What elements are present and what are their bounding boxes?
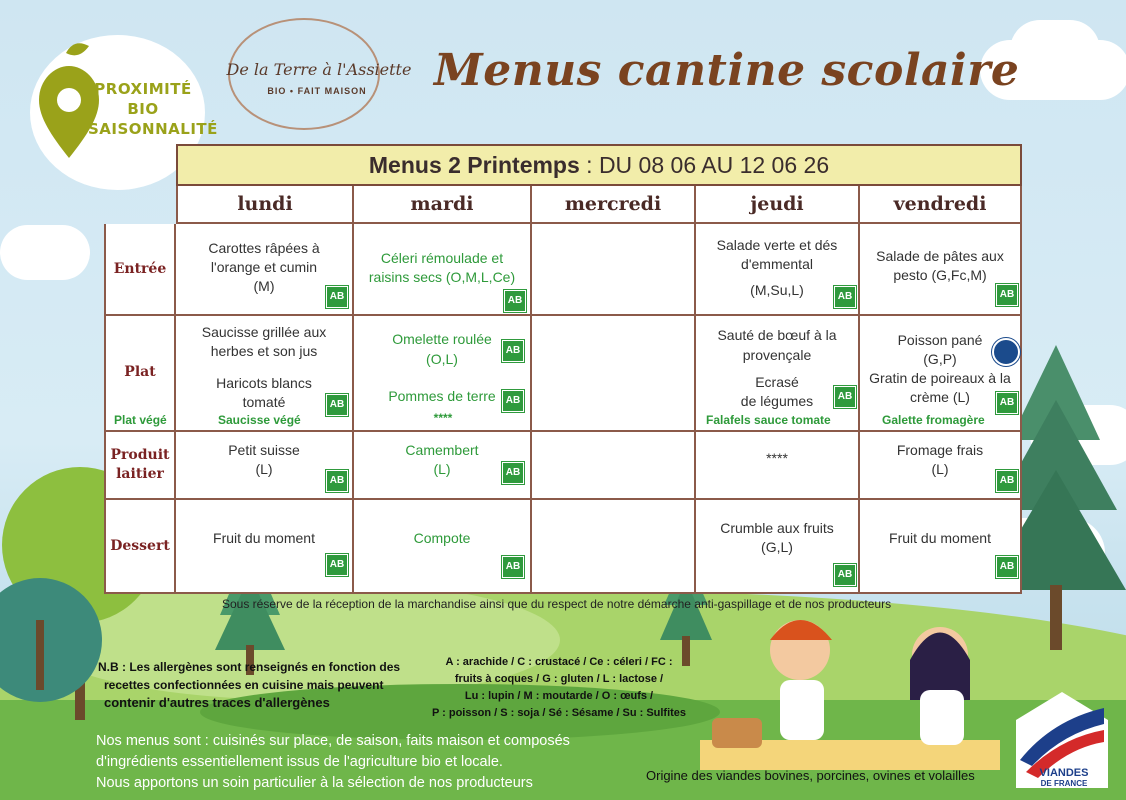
organic-ab-icon: AB <box>502 390 524 412</box>
map-pin-icon <box>34 38 104 158</box>
organic-ab-icon: AB <box>326 470 348 492</box>
dish-line: Salade de pâtes aux <box>876 248 1004 264</box>
header-empty <box>176 186 354 224</box>
dish-line: tomaté <box>242 394 286 410</box>
statement-line: Nous apportons un soin particulier à la sélection de nos producteurs <box>96 775 533 791</box>
laitier-vendredi <box>860 432 1022 500</box>
day-header <box>532 186 696 224</box>
veg-dish: Galette fromagère <box>882 413 985 427</box>
dish-line: Fruit du moment <box>213 530 315 546</box>
organic-ab-icon: AB <box>996 556 1018 578</box>
plat-lundi <box>176 316 354 432</box>
laitier-mercredi <box>532 432 696 500</box>
statement-line: Nos menus sont : cuisinés sur place, de saison, faits maison et composés <box>96 733 570 749</box>
menu-title-bar <box>176 144 1022 186</box>
dish-line: (G,P) <box>923 351 957 367</box>
commitment-statement <box>96 731 656 794</box>
organic-ab-icon: AB <box>834 286 856 308</box>
dish-line: Céleri rémoulade et <box>380 250 504 266</box>
badge-line: PROXIMITÉ <box>94 80 192 98</box>
legend-line: P : poisson / S : soja / Sé : Sésame / Su : Sulfites <box>431 707 687 719</box>
note-line: N.B : Les allergènes sont renseignés en fonction des <box>98 660 401 674</box>
row-label-entree <box>104 224 176 316</box>
plat-jeudi <box>696 316 860 432</box>
dish-line: Ecrasé <box>755 374 799 390</box>
organic-ab-icon: AB <box>996 392 1018 414</box>
dish-line: Fromage frais <box>896 442 984 458</box>
dish-line: (O,L) <box>426 351 458 367</box>
dish-line: de légumes <box>740 393 814 409</box>
dish-line: (L) <box>255 461 273 477</box>
organic-ab-icon: AB <box>326 286 348 308</box>
row-label-dessert <box>104 500 176 594</box>
organic-ab-icon: AB <box>502 556 524 578</box>
dish-line: (L) <box>433 461 451 477</box>
legend-line: Lu : lupin / M : moutarde / O : œufs / <box>464 690 654 702</box>
allergen-note <box>98 658 428 712</box>
organic-ab-icon: AB <box>834 564 856 586</box>
meat-origin-note: Origine des viandes bovines, porcines, ovines et volailles <box>646 768 975 783</box>
veg-label: Plat végé <box>114 413 167 427</box>
day-header <box>696 186 860 224</box>
veg-dish: Saucisse végé <box>218 413 301 427</box>
organic-ab-icon: AB <box>502 462 524 484</box>
veg-dish: **** <box>433 411 453 425</box>
entree-jeudi <box>696 224 860 316</box>
dish-line: Omelette roulée <box>392 331 492 347</box>
menu-table <box>104 186 1022 594</box>
badge-line: SAISONNALITÉ <box>88 120 218 138</box>
plat-mardi <box>354 316 532 432</box>
day-header-jeudi: jeudi <box>750 193 804 215</box>
dish-line: Sauté de bœuf à la <box>717 327 837 343</box>
legend-line: fruits à coques / G : gluten / L : lactose / <box>454 673 664 685</box>
dish-line: (M,Su,L) <box>750 282 804 298</box>
laitier-jeudi <box>696 432 860 500</box>
dish-line: (M) <box>253 278 275 294</box>
dish-line: pesto (G,Fc,M) <box>893 267 987 283</box>
vdf-line2: DE FRANCE <box>1040 779 1088 788</box>
organic-ab-icon: AB <box>326 394 348 416</box>
dish-line: Camembert <box>405 442 479 458</box>
day-header <box>354 186 532 224</box>
dish-line: Saucisse grillée aux <box>201 324 327 340</box>
day-header-vendredi: vendredi <box>893 193 987 215</box>
organic-ab-icon: AB <box>996 284 1018 306</box>
laitier-lundi <box>176 432 354 500</box>
page-title: Menus cantine scolaire <box>434 45 1020 96</box>
msc-fish-label-icon <box>992 338 1020 366</box>
row-label: Produit laitier <box>110 447 170 482</box>
logo-subtitle: BIO • FAIT MAISON <box>267 86 367 96</box>
dessert-vendredi <box>860 500 1022 594</box>
dish-line: Compote <box>413 530 471 546</box>
dish-line: Haricots blancs <box>216 375 312 391</box>
dish-line: provençale <box>742 347 812 363</box>
organic-ab-icon: AB <box>504 290 526 312</box>
dessert-mardi <box>354 500 532 594</box>
dish-line: Salade verte et dés <box>716 237 838 253</box>
dish-line: l'orange et cumin <box>210 259 318 275</box>
disclaimer: Sous réserve de la réception de la marchandise ainsi que du respect de notre démarche anti-gaspillage et de nos producteurs <box>222 597 892 611</box>
dessert-mercredi <box>532 500 696 594</box>
row-label: Dessert <box>110 538 170 554</box>
dish-line: Petit suisse <box>228 442 300 458</box>
menu-title-dates: : DU 08 06 AU 12 06 26 <box>579 152 830 178</box>
dish-line: Crumble aux fruits <box>720 520 834 536</box>
day-header <box>860 186 1022 224</box>
legend-line: A : arachide / C : crustacé / Ce : céleri / FC : <box>445 656 673 668</box>
row-label: Plat <box>124 364 156 380</box>
dish-line: Poisson pané <box>897 332 983 348</box>
day-header-lundi: lundi <box>237 193 293 215</box>
entree-mercredi <box>532 224 696 316</box>
row-label: Entrée <box>113 261 167 277</box>
organic-ab-icon: AB <box>996 470 1018 492</box>
plat-mercredi <box>532 316 696 432</box>
statement-line: d'ingrédients essentiellement issus de l'agriculture bio et locale. <box>96 754 503 770</box>
note-line: contenir d'autres traces d'allergènes <box>104 695 330 710</box>
organic-ab-icon: AB <box>326 554 348 576</box>
row-label-laitier <box>104 432 176 500</box>
dish-line: (G,L) <box>761 539 793 555</box>
entree-mardi <box>354 224 532 316</box>
day-header-mercredi: mercredi <box>564 193 662 215</box>
vdf-line1: VIANDES <box>1039 767 1089 779</box>
viandes-de-france-logo <box>1012 690 1112 790</box>
dish-line: Gratin de poireaux à la <box>869 370 1011 386</box>
dish-line: raisins secs (O,M,L,Ce) <box>368 269 516 285</box>
entree-lundi <box>176 224 354 316</box>
logo-title: De la Terre à l'Assiette <box>226 60 412 79</box>
menu-title-bold: Menus 2 Printemps <box>368 152 580 178</box>
dish-line: Carottes râpées à <box>208 240 320 256</box>
organic-ab-icon: AB <box>834 386 856 408</box>
dish-line: crème (L) <box>910 389 970 405</box>
dessert-lundi <box>176 500 354 594</box>
badge-line: BIO <box>127 100 159 118</box>
dish-line: d'emmental <box>741 256 813 272</box>
dish-line: **** <box>766 450 788 466</box>
note-line: recettes confectionnées en cuisine mais peuvent <box>104 678 384 692</box>
dish-line: herbes et son jus <box>210 343 318 359</box>
plat-vendredi <box>860 316 1022 432</box>
dessert-jeudi <box>696 500 860 594</box>
dish-line: Fruit du moment <box>889 530 991 546</box>
allergen-legend <box>428 654 690 722</box>
veg-dish: Falafels sauce tomate <box>706 413 831 427</box>
laitier-mardi <box>354 432 532 500</box>
organic-ab-icon: AB <box>502 340 524 362</box>
dish-line: (L) <box>931 461 949 477</box>
day-header-mardi: mardi <box>410 193 474 215</box>
dish-line: Pommes de terre <box>388 388 496 404</box>
entree-vendredi <box>860 224 1022 316</box>
row-label-plat <box>104 316 176 432</box>
